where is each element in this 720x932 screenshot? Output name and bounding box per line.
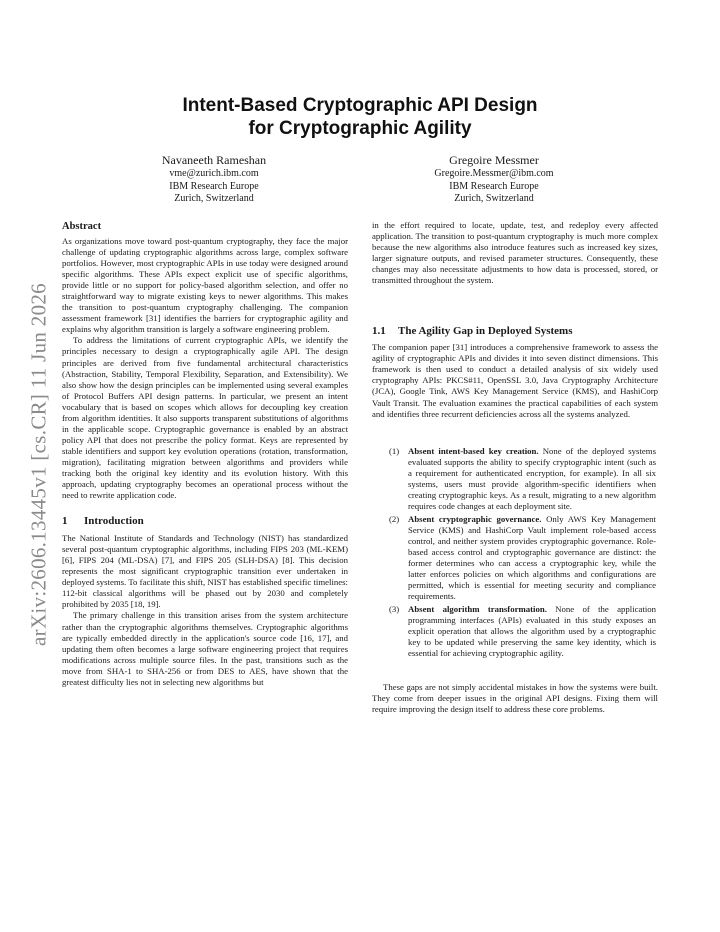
author-location: Zurich, Switzerland <box>454 193 534 205</box>
deficiency-list <box>372 446 658 660</box>
author-1 <box>94 152 334 206</box>
list-item-lead: Absent intent-based key creation. <box>408 445 539 456</box>
section-number: 1 <box>62 515 68 528</box>
author-name: Gregoire Messmer <box>449 153 539 167</box>
paper-title <box>62 94 658 140</box>
author-location: Zurich, Switzerland <box>174 193 254 205</box>
author-name: Navaneeth Rameshan <box>161 153 267 167</box>
abstract-heading: Abstract <box>62 221 102 232</box>
subsection-paragraph-1: The companion paper [31] introduces a comprehensive framework to assess the agility of cryptographic APIs and divides it into seven distinct dimensions. This framework is then used to conduct a detailed analysis of six widely used cryptography APIs: PKCS#11, OpenSSL 3.0, Java Cryptography Architecture (JCA), Google Tink, AWS Key Management Service (KMS), and HashiCorp Vault Transit. The evaluation examines the practical capabilities of each system and identifies three recurrent deficiencies across all the systems analyzed. <box>372 342 658 419</box>
list-marker: (3) <box>389 604 400 615</box>
author-2 <box>374 152 614 206</box>
author-email: vme@zurich.ibm.com <box>169 168 259 179</box>
subsection-heading <box>372 324 658 338</box>
list-item <box>372 446 658 512</box>
right-column <box>372 220 658 715</box>
introduction-paragraph-2: The primary challenge in this transition arises from the system architecture rather than the cryptographic algorithms themselves. Cryptographic algorithms are typically embedded directly in the application's source code [16, 17], and updating them often becomes a large software engineering project that requires modifications across multiple source files. In the past, transitions such as the move from SHA-1 to SHA-256 or from DES to AES, have shown that the greatest difficulty lies not in selecting new algorithms but <box>62 610 348 687</box>
author-affiliation: IBM Research Europe <box>449 180 539 192</box>
left-column <box>62 220 348 688</box>
list-item-lead: Absent cryptographic governance. <box>408 513 542 524</box>
section-title: Introduction <box>84 515 144 528</box>
list-item <box>372 514 658 602</box>
closing-paragraph: These gaps are not simply accidental mistakes in how the systems were built. They come from deeper issues in the original API designs. Fixing them will require improving the design itself to address these core problems. <box>372 681 658 714</box>
subsection-number: 1.1 <box>372 325 386 338</box>
subsection-title: The Agility Gap in Deployed Systems <box>398 325 573 338</box>
list-item-text: None of the deployed systems evaluated supports the ability to specify cryptographic intent (such as a requirement for authenticated encryption, for example). In all six systems, users must provide algorithm-specific identifiers when creating cryptographic keys. As a result, migrating to a new algorithm requires code changes at each deployment site. <box>408 445 656 511</box>
list-item <box>372 604 658 659</box>
list-item-text: Only AWS Key Management Service (KMS) and HashiCorp Vault implement role-based access control, and neither system provides cryptographic governance. Role-based access control and cryptographic governance are distinct: the former determines who can access a cryptographic key, while the latter enforces policies on which algorithms and configurations are permitted, which is essential for meeting security and compliance requirements. <box>408 513 656 602</box>
arxiv-identifier: arXiv:2606.13445v1 [cs.CR] 11 Jun 2026 <box>26 283 51 646</box>
introduction-paragraph-2-continued: in the effort required to locate, update, test, and redeploy every affected application. The transition to post-quantum cryptography is much more complex because the new algorithms also introduce features such as increased key sizes, larger signature outputs, and revised parameter structures. Consequently, these changes may also necessitate adjustments to how data is processed, stored, or transmitted throughout the system. <box>372 220 658 286</box>
list-marker: (2) <box>389 513 400 524</box>
introduction-paragraph-1: The National Institute of Standards and Technology (NIST) has standardized several post-quantum cryptographic algorithms, including FIPS 203 (ML-KEM) [6], FIPS 204 (ML-DSA) [7], and FIPS 205 (SLH-DSA) [8]. This decision represents the most significant cryptographic transition ever undertaken in deployed systems. To facilitate this shift, NIST has established specific timelines: 112-bit classical algorithms will be phased out by 2030 and completely prohibited by 2035 [18, 19]. <box>62 533 348 610</box>
title-line-2: for Cryptographic Agility <box>248 118 472 139</box>
introduction-heading <box>62 514 348 528</box>
list-marker: (1) <box>389 445 400 456</box>
abstract-paragraph-1: As organizations move toward post-quantum cryptography, they face the major challenge of updating cryptographic algorithms across large, complex software portfolios. However, most cryptographic APIs in use today were designed around specific algorithms. These APIs expect explicit use of specific algorithms, provide little or no support for policy-based algorithm selection, and offer no straightforward way to migrate existing keys to newer algorithms. This makes the transition to post-quantum cryptography challenging. The companion assessment framework [31] identifies the barriers for cryptographic agility and explains why algorithm transition is largely a software engineering problem. <box>62 236 348 335</box>
author-email: Gregoire.Messmer@ibm.com <box>434 168 554 179</box>
abstract-paragraph-2: To address the limitations of current cryptographic APIs, we identify the principles necessary to design a cryptographically agile API. The design principles are derived from five fundamental architectural characteristics (Abstraction, Stability, Temporal Flexibility, Separation, and Extensibility). We also show how the design principles can be implemented using several examples of Protocol Buffers API design patterns. In particular, we present an intent vocabulary that is based on scopes which allows for decoupling key creation from algorithm identities. It also supports transparent substitutions of algorithms in the applicable scope. Cryptographic governance is enabled by an abstract policy API that does not prescribe the policy format. Keys are represented by stable identifiers and support key evolution operations (rotation, transformation, migration), facilitating migration between algorithms and providers while tracking both the original key identity and its evolution history. With this approach, updating cryptography becomes an operational process without the need to rewrite application code. <box>62 335 348 501</box>
list-item-text: None of the application programming interfaces (APIs) evaluated in this study exposes an explicit operation that allows the algorithm used by a cryptographic key to be updated while preserving the same key identity, which is essential for achieving cryptographic agility. <box>408 604 657 659</box>
title-line-1: Intent-Based Cryptographic API Design <box>182 95 538 116</box>
author-affiliation: IBM Research Europe <box>169 180 259 192</box>
list-item-lead: Absent algorithm transformation. <box>408 604 547 615</box>
arxiv-identifier-sidebar <box>14 0 58 932</box>
